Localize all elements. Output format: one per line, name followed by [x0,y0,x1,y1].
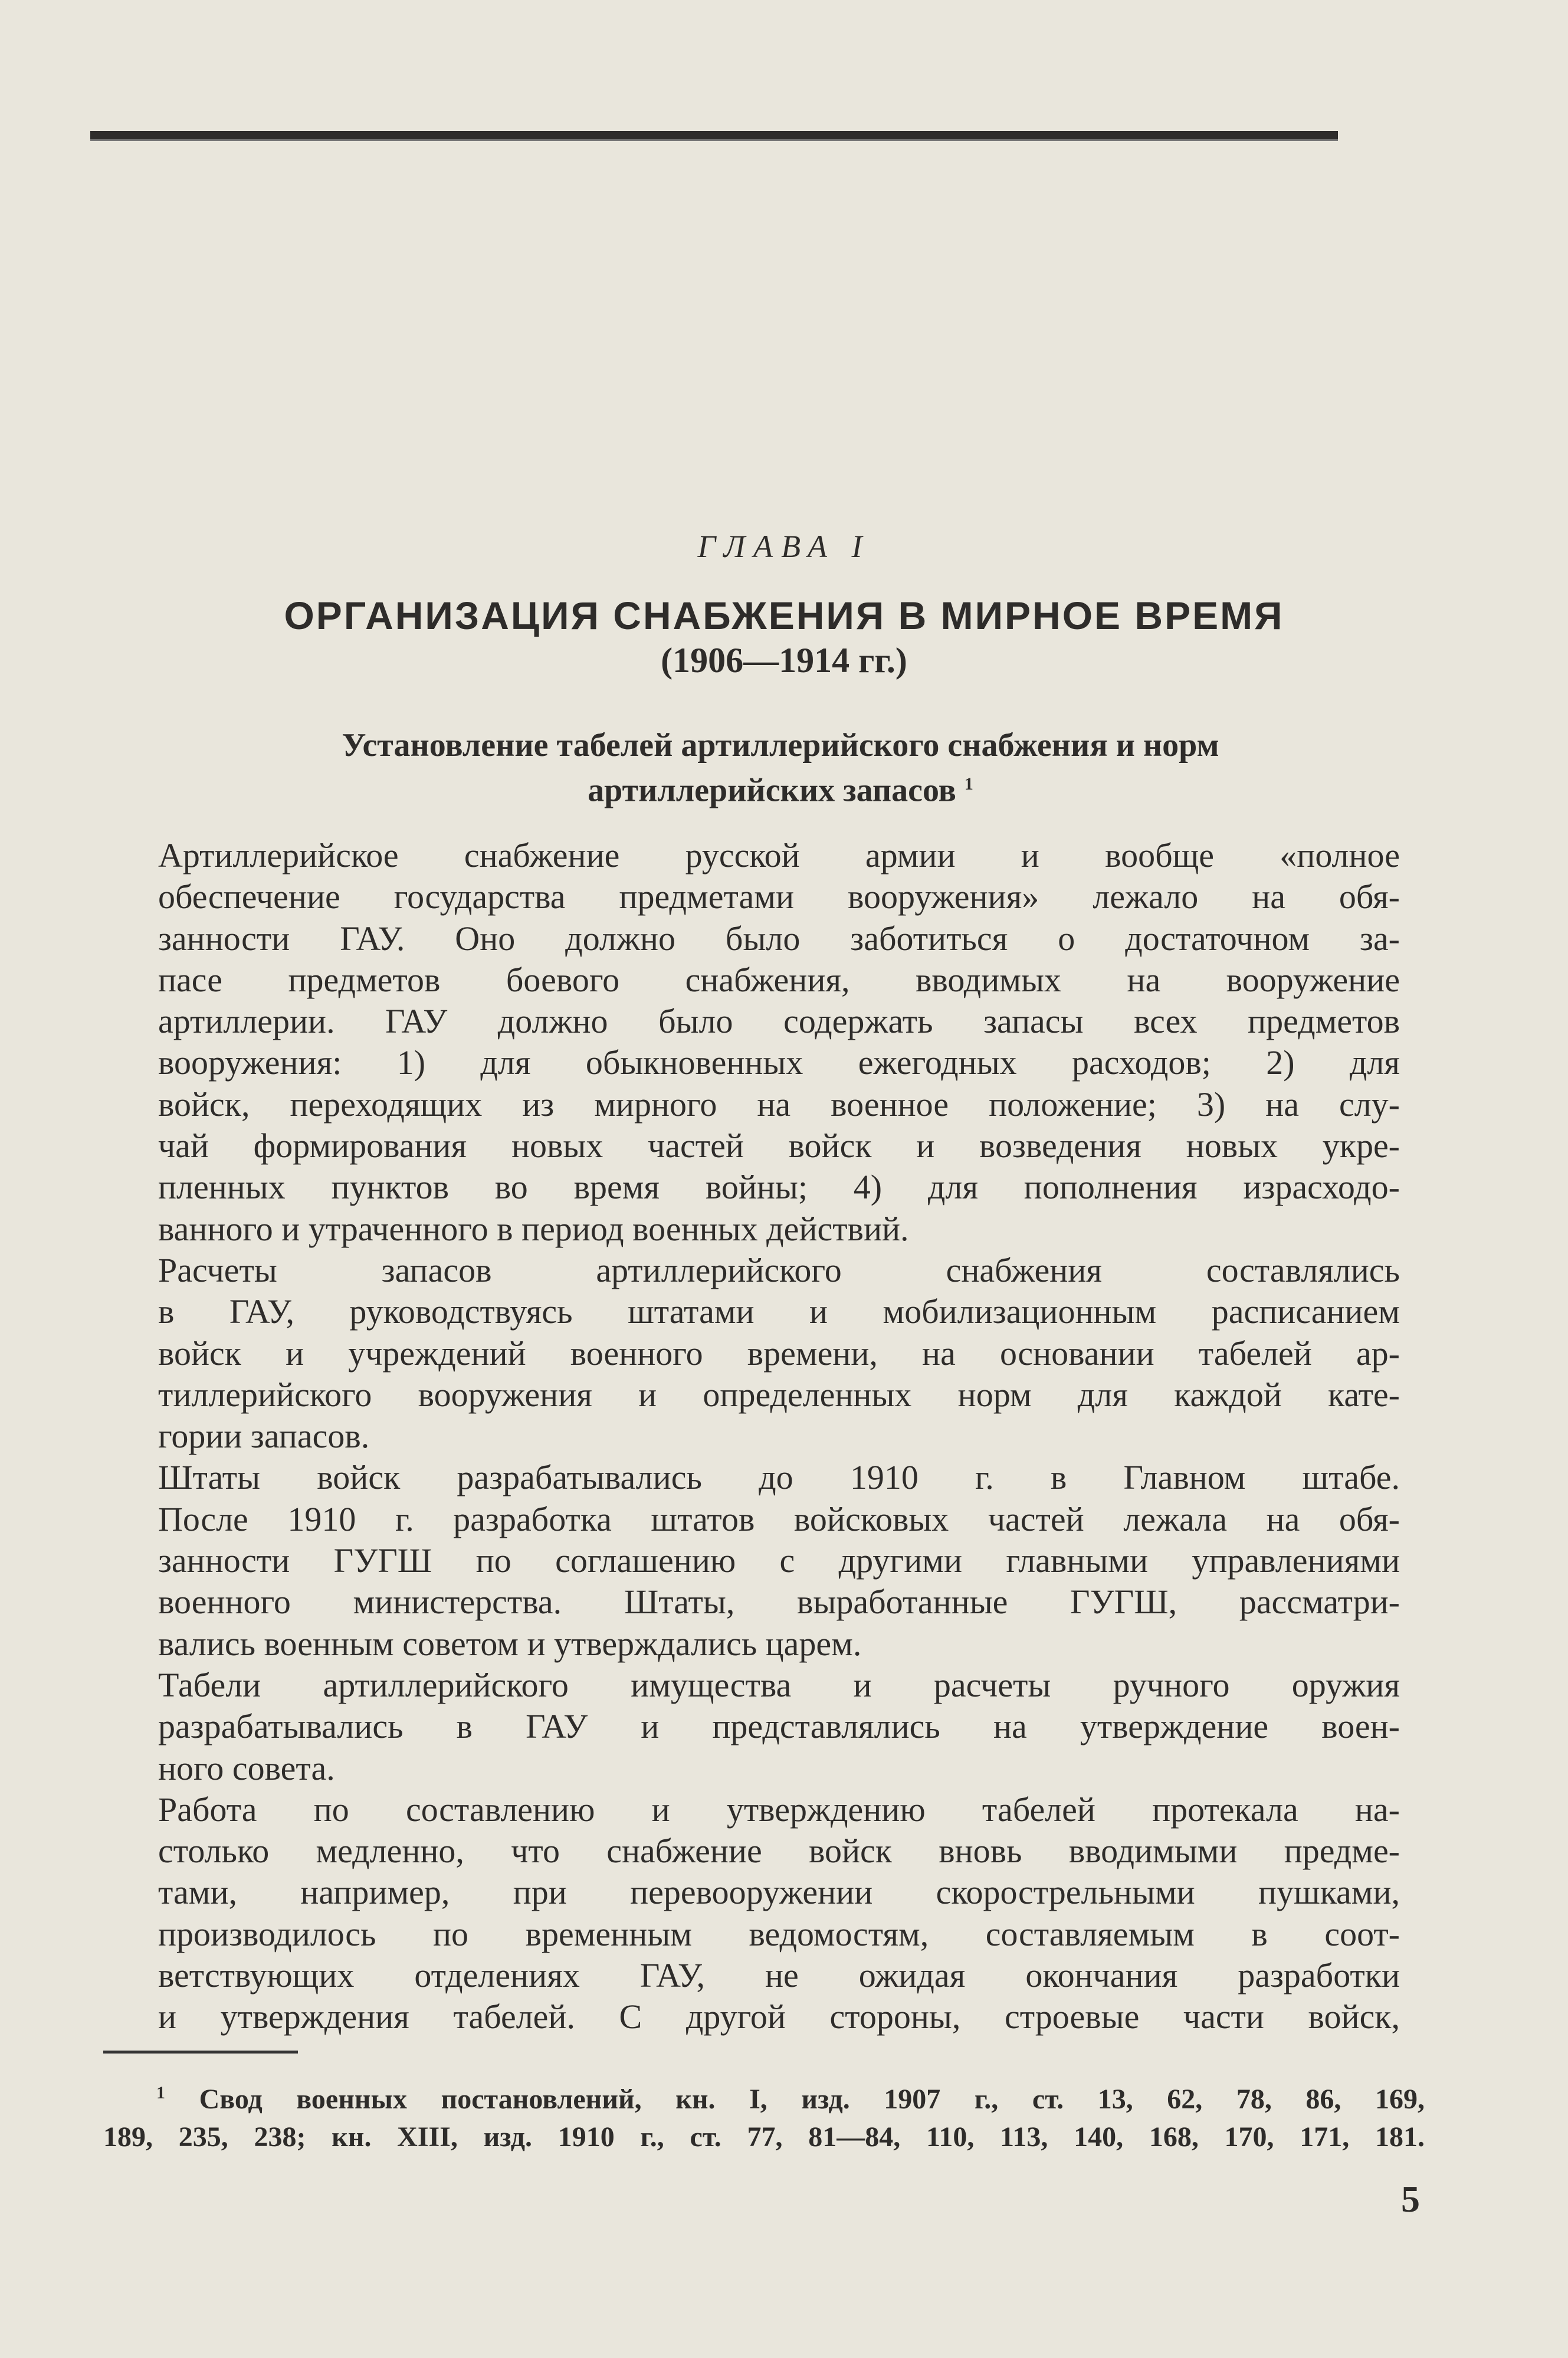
body-line: обеспечение государства предметами вооружения» лежало на обя- [158,877,1400,916]
footnote-text-1: Свод военных постановлений, кн. I, изд. 1907 г., ст. 13, 62, 78, 86, 169, [199,2084,1425,2115]
body-line: военного министерства. Штаты, выработанные ГУГШ, рассматри- [158,1583,1400,1622]
body-line: Штаты войск разрабатывались до 1910 г. в Главном штабе. [158,1458,1400,1497]
body-line: тами, например, при перевооружении скорострельными пушками, [158,1873,1400,1912]
footnote-ref: 1 [964,774,973,794]
top-rule [90,131,1338,141]
body-line: тиллерийского вооружения и определенных норм для каждой кате- [158,1375,1400,1414]
footnote-line-2: 189, 235, 238; кн. XIII, изд. 1910 г., ст. 77, 81—84, 110, 113, 140, 168, 170, 171, 181. [103,2121,1425,2153]
body-line: чай формирования новых частей войск и возведения новых укре- [158,1126,1400,1165]
body-line: ного совета. [158,1748,335,1787]
section-heading-line-1: Установление табелей артиллерийского снабжения и норм [342,727,1219,764]
chapter-years: (1906—1914 гг.) [661,641,907,680]
body-line: занности ГАУ. Оно должно было заботиться о достаточном за- [158,919,1400,958]
body-line: ванного и утраченного в период военных действий. [158,1209,909,1248]
body-line: ветствующих отделениях ГАУ, не ожидая окончания разработки [158,1956,1400,1995]
body-line: гории запасов. [158,1417,370,1456]
body-line: Работа по составлению и утверждению табелей протекала на- [158,1790,1400,1829]
body-line: вооружения: 1) для обыкновенных ежегодных расходов; 2) для [158,1043,1400,1082]
chapter-label: ГЛАВА I [697,529,871,564]
footnote-separator [103,2051,298,2054]
body-line: вались военным советом и утверждались царем. [158,1624,862,1663]
section-heading-line-2 [158,765,1403,810]
body-line: занности ГУГШ по соглашению с другими главными управлениями [158,1541,1400,1580]
footnote [103,2074,1425,2156]
footnote-line-1 [103,2074,1425,2118]
body-line: разрабатывались в ГАУ и представлялись на утверждение воен- [158,1707,1400,1746]
body-line: Артиллерийское снабжение русской армии и вообще «полное [158,836,1400,875]
body-line: Табели артиллерийского имущества и расчеты ручного оружия [158,1665,1400,1704]
body-line: После 1910 г. разработка штатов войсковых частей лежала на обя- [158,1499,1400,1538]
body-line: пасе предметов боевого снабжения, вводимых на вооружение [158,960,1400,999]
section-heading [158,726,1403,810]
footnote-mark: 1 [156,2083,165,2102]
body-line: пленных пунктов во время войны; 4) для пополнения израсходо- [158,1168,1400,1207]
body-text [158,835,1400,2038]
body-line: столько медленно, что снабжение войск вновь вводимыми предме- [158,1832,1400,1871]
body-line: и утверждения табелей. С другой стороны, строевые части войск, [158,1997,1400,2036]
body-line: войск, переходящих из мирного на военное положение; 3) на слу- [158,1085,1400,1124]
body-line: артиллерии. ГАУ должно было содержать запасы всех предметов [158,1002,1400,1041]
page-number: 5 [1401,2178,1420,2220]
body-line: производилось по временным ведомостям, составляемым в соот- [158,1914,1400,1953]
body-line: в ГАУ, руководствуясь штатами и мобилизационным расписанием [158,1292,1400,1331]
chapter-title: ОРГАНИЗАЦИЯ СНАБЖЕНИЯ В МИРНОЕ ВРЕМЯ [284,594,1284,637]
body-line: войск и учреждений военного времени, на основании табелей ар- [158,1334,1400,1373]
body-line: Расчеты запасов артиллерийского снабжения составлялись [158,1250,1400,1289]
section-heading-text: артиллерийских запасов [588,772,956,809]
